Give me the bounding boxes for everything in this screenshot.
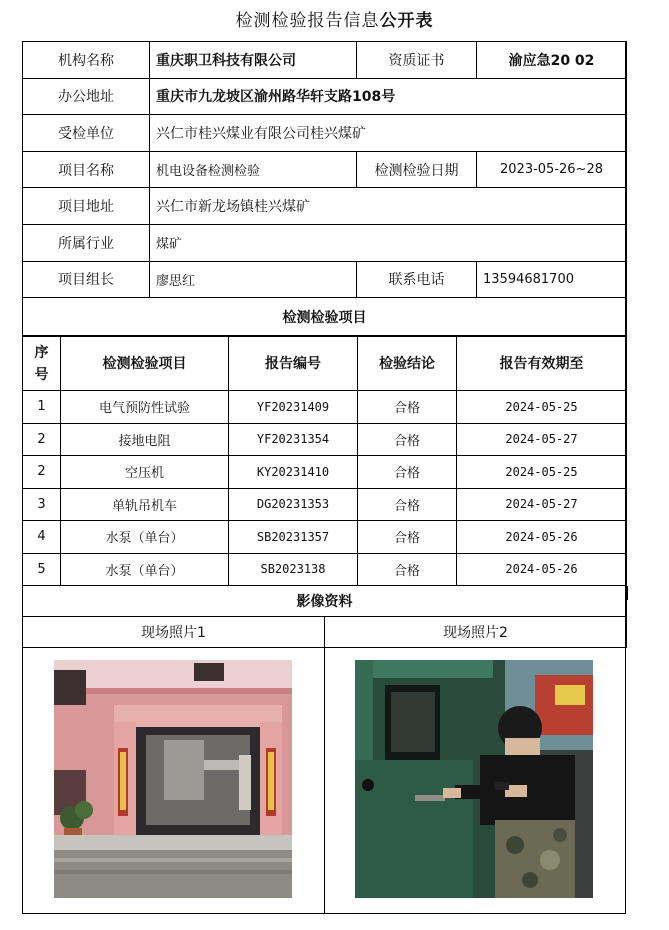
row-valid: 2024-05-25 <box>457 456 627 489</box>
info-row-industry <box>23 224 627 261</box>
row-item: 水泵（单台） <box>61 553 229 586</box>
cert-value: 渝应急20 02 <box>477 42 627 79</box>
row-report: YF20231354 <box>229 423 358 456</box>
header-report: 报告编号 <box>229 337 358 391</box>
leader-value: 廖思红 <box>150 261 357 298</box>
date-label: 检测检验日期 <box>357 151 477 188</box>
leader-label: 项目组长 <box>23 261 150 298</box>
row-result: 合格 <box>358 391 457 424</box>
photo-label-row <box>23 617 627 648</box>
org-value: 重庆职卫科技有限公司 <box>150 42 357 79</box>
org-label: 机构名称 <box>23 42 150 79</box>
items-header-row <box>23 337 627 391</box>
client-value: 兴仁市桂兴煤业有限公司桂兴煤矿 <box>150 115 627 152</box>
row-valid: 2024-05-25 <box>457 391 627 424</box>
images-section-title: 影像资料 <box>23 586 627 617</box>
info-row-leader <box>23 261 627 298</box>
row-report: KY20231410 <box>229 456 358 489</box>
table-row <box>23 423 627 456</box>
info-table <box>22 41 627 336</box>
items-section-title: 检测检验项目 <box>23 298 627 336</box>
project-label: 项目名称 <box>23 151 150 188</box>
row-item: 电气预防性试验 <box>61 391 229 424</box>
date-value: 2023-05-26~28 <box>477 151 627 188</box>
row-seq: 2 <box>23 423 61 456</box>
row-valid: 2024-05-27 <box>457 423 627 456</box>
header-item: 检测检验项目 <box>61 337 229 391</box>
industry-label: 所属行业 <box>23 224 150 261</box>
row-seq: 5 <box>23 553 61 586</box>
info-row-address <box>23 78 627 115</box>
row-result: 合格 <box>358 423 457 456</box>
site-photo-building <box>54 660 292 898</box>
info-row-project-address <box>23 188 627 225</box>
table-row <box>23 488 627 521</box>
row-seq: 2 <box>23 456 61 489</box>
photo-divider <box>324 647 325 914</box>
text-cursor <box>626 586 628 600</box>
row-valid: 2024-05-27 <box>457 488 627 521</box>
photo2-label: 现场照片2 <box>325 617 627 648</box>
row-item: 水泵（单台） <box>61 521 229 554</box>
items-section-row <box>23 298 627 336</box>
title-emphasis: 公开表 <box>379 11 434 31</box>
addr-value: 重庆市九龙坡区渝州路华轩支路108号 <box>150 78 627 115</box>
title-main: 检测检验报告信息 <box>235 11 380 31</box>
row-result: 合格 <box>358 521 457 554</box>
row-valid: 2024-05-26 <box>457 553 627 586</box>
photo1-label: 现场照片1 <box>23 617 325 648</box>
site-photo-inspection <box>355 660 593 898</box>
table-row <box>23 391 627 424</box>
info-row-project <box>23 151 627 188</box>
row-report: DG20231353 <box>229 488 358 521</box>
row-item: 接地电阻 <box>61 423 229 456</box>
row-result: 合格 <box>358 456 457 489</box>
row-item: 空压机 <box>61 456 229 489</box>
project-value: 机电设备检测检验 <box>150 151 357 188</box>
page-title <box>0 6 669 31</box>
header-seq: 序 号 <box>23 337 61 391</box>
row-seq: 4 <box>23 521 61 554</box>
row-seq: 3 <box>23 488 61 521</box>
industry-value: 煤矿 <box>150 224 627 261</box>
row-valid: 2024-05-26 <box>457 521 627 554</box>
info-row-client <box>23 115 627 152</box>
header-valid: 报告有效期至 <box>457 337 627 391</box>
project-address-value: 兴仁市新龙场镇桂兴煤矿 <box>150 188 627 225</box>
header-result: 检验结论 <box>358 337 457 391</box>
items-table <box>22 336 627 586</box>
table-row <box>23 521 627 554</box>
row-result: 合格 <box>358 553 457 586</box>
info-row-org <box>23 42 627 79</box>
images-section-row <box>23 586 627 617</box>
table-row <box>23 456 627 489</box>
client-label: 受检单位 <box>23 115 150 152</box>
phone-value: 13594681700 <box>477 261 627 298</box>
row-seq: 1 <box>23 391 61 424</box>
row-report: SB2023138 <box>229 553 358 586</box>
images-table <box>22 585 627 648</box>
project-address-label: 项目地址 <box>23 188 150 225</box>
table-row <box>23 553 627 586</box>
addr-label: 办公地址 <box>23 78 150 115</box>
cert-label: 资质证书 <box>357 42 477 79</box>
row-report: YF20231409 <box>229 391 358 424</box>
row-report: SB20231357 <box>229 521 358 554</box>
row-item: 单轨吊机车 <box>61 488 229 521</box>
phone-label: 联系电话 <box>357 261 477 298</box>
row-result: 合格 <box>358 488 457 521</box>
